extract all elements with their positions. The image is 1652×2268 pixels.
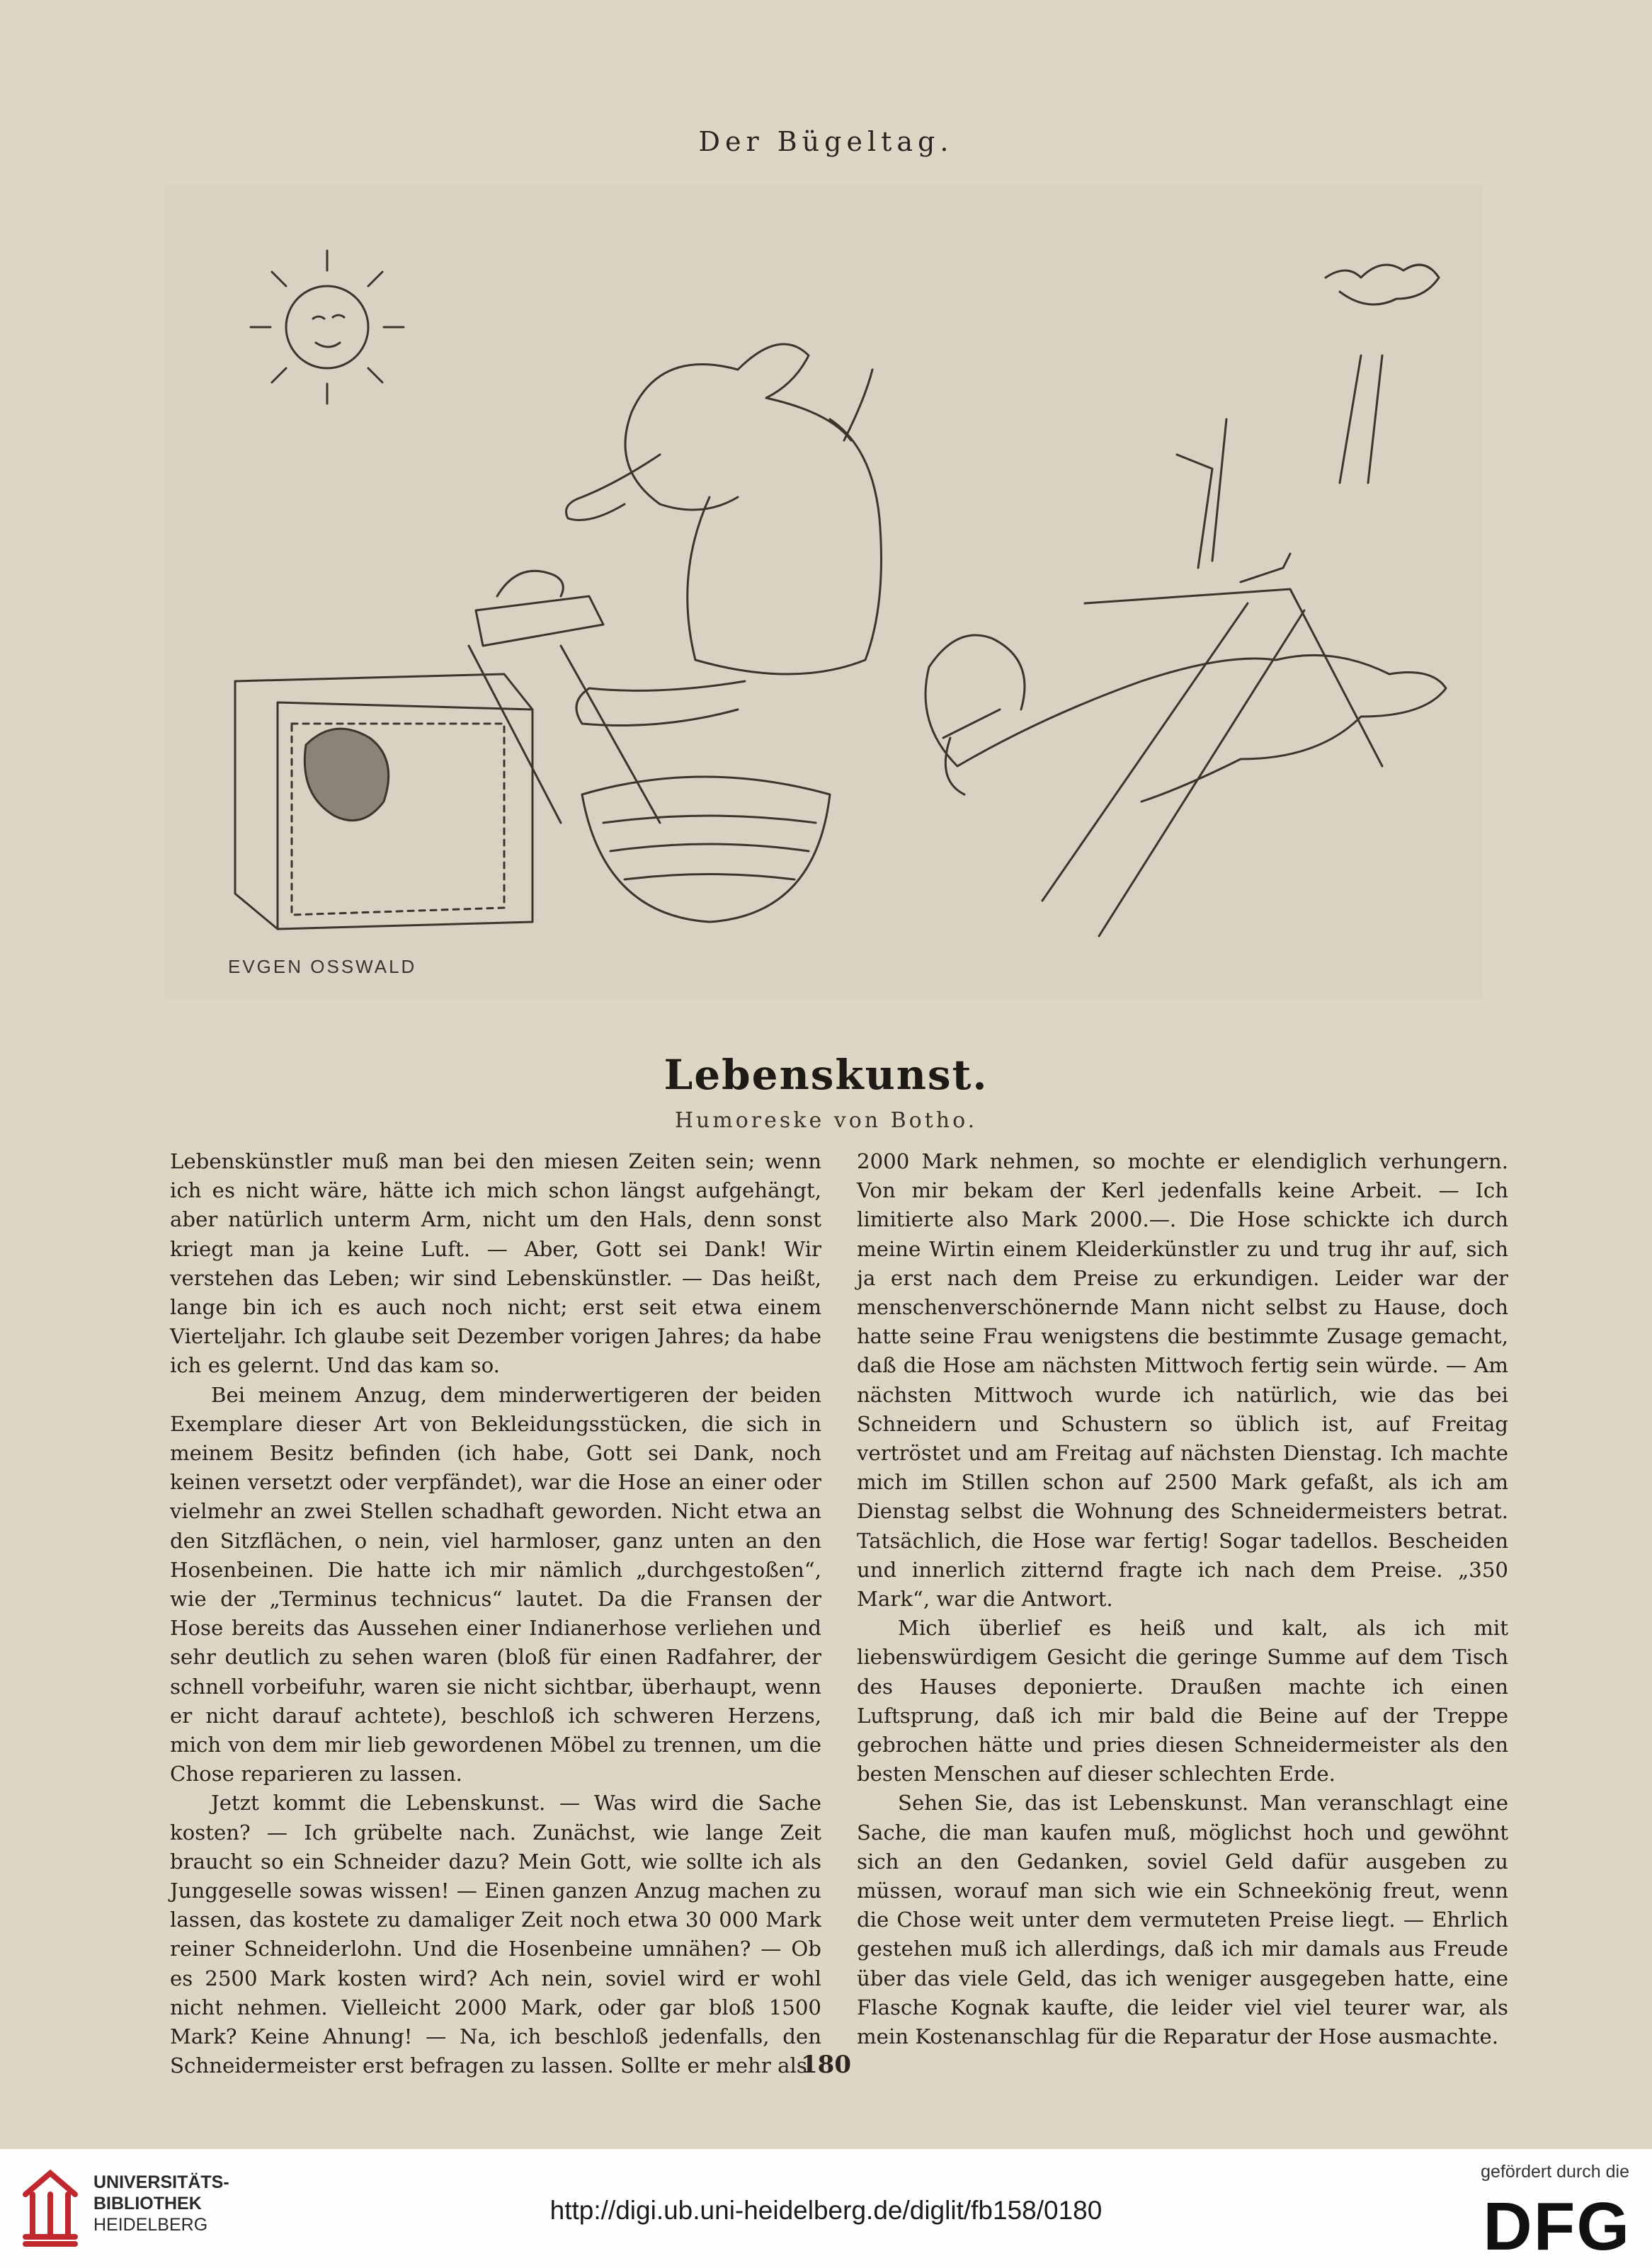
torch-drawing (1326, 265, 1439, 483)
funding-label: gefördert durch die (1481, 2162, 1629, 2182)
paragraph: Sehen Sie, das ist Lebenskunst. Man veranschlagt eine Sache, die man kaufen muß, möglichst hoch und gewöhnt sich an den Gedanken, soviel Geld dafür ausgeben zu müssen, worauf man sich wie ein Schneekönig freut, wenn die Chose weit unter dem vermuteten Preise liegt. — Ehrlich gestehen muß ich allerdings, daß ich mir damals aus Freude über das viele Geld, das ich weniger ausgegeben hatte, eine Flasche Kognak kaufte, die leider viel viel teurer war, als mein Kostenanschlag für die Reparatur der Hose ausmachte. (857, 1791, 1508, 2049)
paragraph: 2000 Mark nehmen, so mochte er elendiglich verhungern. Von mir bekam der Kerl jedenfalls keine Arbeit. — Ich limitierte also Mark 2000.—. Die Hose schickte ich durch meine Wirtin einem Kleiderkünstler zu und trug ihr auf, sich ja erst nach dem Preise zu erkundigen. Leider war der menschenverschönernde Mann nicht selbst zu Hause, doch hatte seine Frau wenigstens die bestimmte Zusage gemacht, daß die Hose am nächsten Mittwoch fertig sein würde. — Am nächsten Mittwoch wurde ich natürlich, wie das bei Schneidern und Schustern so üblich ist, auf Freitag vertröstet und am Freitag auf nächsten Dienstag. Ich machte mich im Stillen schon auf 2500 Mark gefaßt, als ich am Dienstag selbst die Wohnung des Schneidermeisters betrat. Tatsächlich, die Hose war fertig! Sogar tadellos. Bescheiden und innerlich zitternd fragte ich nach dem Preise. „350 Mark“, war die Antwort. (857, 1149, 1508, 1612)
illustration-drawing (164, 186, 1483, 998)
library-line: BIBLIOTHEK (93, 2194, 202, 2213)
cage-drawing (235, 674, 532, 929)
paragraph: Jetzt kommt die Lebenskunst. — Was wird die Sache kosten? — Ich grübelte nach. Zunächst, wie lange Zeit braucht so ein Schneider dazu? Mein Gott, wie sollte ich als Junggeselle sowas wissen! — Einen ganzen Anzug machen zu lassen, das kostete zu damaliger Zeit noch etwa 30 000 Mark reiner Schneiderlohn. Und die Hosenbeine umnähen? — Ob es 2500 Mark kosten wird? Ach nein, soviel wird er wohl nicht nehmen. Vielleicht 2000 Mark, oder gar bloß 1500 Mark? Keine Ahnung! — Na, ich beschloß jedenfalls, den Schneidermeister erst befragen zu lassen. Sollte er mehr als (170, 1791, 821, 2078)
page-number: 180 (801, 2051, 851, 2079)
article-subtitle: Humoreske von Botho. (674, 1108, 978, 1133)
library-line: UNIVERSITÄTS- (93, 2172, 229, 2192)
permalink-url[interactable]: http://digi.ub.uni-heidelberg.de/diglit/fb158/0180 (549, 2196, 1103, 2225)
deckchair-fox-drawing (925, 419, 1446, 936)
sun-drawing (251, 251, 404, 404)
article-title: Lebenskunst. (663, 1051, 989, 1099)
text-column-left (170, 1147, 821, 2081)
dfg-logo[interactable]: DFG (1483, 2189, 1631, 2264)
library-line: HEIDELBERG (93, 2215, 208, 2235)
rabbit-drawing (566, 344, 882, 726)
artist-signature: EVGEN OSSWALD (228, 956, 417, 977)
text-column-right (857, 1147, 1508, 2051)
paragraph: Mich überlief es heiß und kalt, als ich mit liebenswürdigem Gesicht die geringe Summe auf dem Tisch des Hauses deponierte. Draußen machte ich einen Luftsprung, daß ich mir bald die Beine auf der Treppe gebrochen hätte und pries diesen Schneidermeister als den besten Menschen auf dieser schlechten Erde. (857, 1616, 1508, 1787)
paragraph: Lebenskünstler muß man bei den miesen Zeiten sein; wenn ich es nicht wäre, hätte ich mich schon längst aufgehängt, aber natürlich unterm Arm, nicht um den Hals, denn sonst kriegt man ja keine Luft. — Aber, Gott sei Dank! Wir verstehen das Leben; wir sind Lebenskünstler. — Das heißt, lange bin ich es auch noch nicht; erst seit etwa einem Vierteljahr. Ich glaube seit Dezember vorigen Jahres; da habe ich es gelernt. Und das kam so. (170, 1149, 821, 1378)
iron-drawing (469, 571, 660, 823)
running-title: Der Bügeltag. (698, 126, 954, 157)
viewer-footer (0, 2149, 1652, 2268)
paragraph: Bei meinem Anzug, dem minderwertigeren der beiden Exemplare dieser Art von Bekleidungsstücken, die sich in meinem Besitz befinden (ich habe, Gott sei Dank, noch keinen versetzt oder verpfändet), war die Hose an einer oder vielmehr an zwei Stellen schadhaft geworden. Nicht etwa an den Sitzflächen, o nein, viel harmloser, ganz unten an den Hosenbeinen. Die hatte ich mir nämlich „durchgestoßen“, wie der „Terminus technicus“ lautet. Da die Fransen der Hose bereits das Aussehen einer Indianerhose verliehen und sehr deutlich zu sehen waren (bloß für einen Radfahrer, der schnell vorbeifuhr, waren sie nicht sichtbar, überhaupt, wenn er nicht darauf achtete), beschloß ich schweren Herzens, mich von dem mir lieb gewordenen Möbel zu trennen, um die Chose reparieren zu lassen. (170, 1382, 821, 1787)
basket-drawing (582, 777, 830, 922)
illustration (164, 186, 1483, 998)
